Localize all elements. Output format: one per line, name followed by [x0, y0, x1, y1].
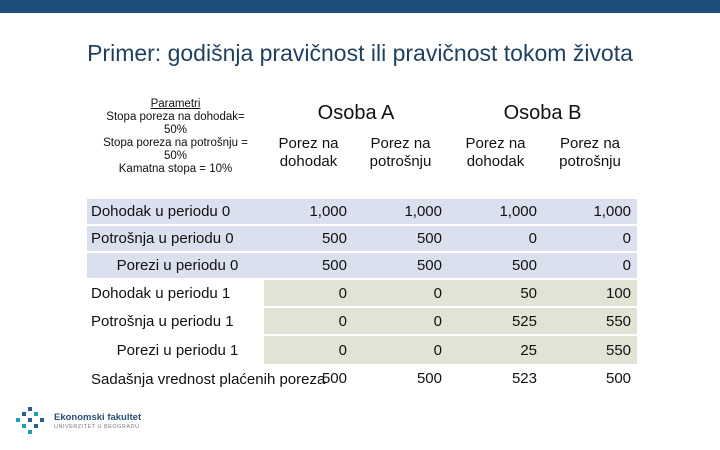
cell-value: 500 — [264, 365, 353, 411]
cell-value: 1,000 — [264, 198, 353, 225]
row-label: Dohodak u periodu 1 — [87, 279, 264, 307]
parameter-line: Stopa poreza na potrošnju = — [103, 137, 248, 149]
logo-subtitle: UNIVERZITET U BEOGRADU — [54, 424, 140, 430]
cell-value: 500 — [264, 252, 353, 279]
cell-value: 1,000 — [353, 198, 448, 225]
slide-title: Primer: godišnja pravičnost ili pravičnost tokom života — [87, 40, 633, 66]
cell-value: 1,000 — [543, 198, 637, 225]
cell-value: 500 — [543, 365, 637, 411]
subheader-b-consumption-tax: Porez na potrošnju — [543, 134, 637, 198]
cell-value: 500 — [353, 252, 448, 279]
table-row — [87, 279, 637, 307]
person-b-header: Osoba B — [448, 98, 637, 134]
cell-value: 0 — [543, 225, 637, 252]
faculty-logo — [14, 406, 154, 438]
top-accent-bar — [0, 0, 720, 13]
cell-value: 0 — [543, 252, 637, 279]
row-label: Potrošnja u periodu 1 — [87, 307, 264, 335]
subheader-a-income-tax: Porez na dohodak — [264, 134, 353, 198]
parameter-line: 50% — [163, 124, 188, 136]
cell-value: 500 — [264, 225, 353, 252]
table-row — [87, 307, 637, 335]
cell-value: 100 — [543, 279, 637, 307]
dot-grid-logo-icon — [14, 406, 48, 438]
cell-value: 0 — [353, 307, 448, 335]
cell-value: 500 — [448, 252, 543, 279]
table-row — [87, 335, 637, 365]
cell-value: 50 — [448, 279, 543, 307]
row-label: Potrošnja u periodu 0 — [87, 225, 264, 252]
cell-value: 0 — [353, 279, 448, 307]
parameter-line: Stopa poreza na dohodak= — [106, 111, 245, 123]
cell-value: 0 — [264, 307, 353, 335]
cell-value: 0 — [448, 225, 543, 252]
row-label: Porezi u periodu 1 — [87, 335, 264, 365]
row-label: Sadašnja vrednost plaćenih poreza — [87, 365, 264, 411]
table-row — [87, 252, 637, 279]
cell-value: 523 — [448, 365, 543, 411]
parameter-line: 50% — [163, 150, 188, 162]
parameter-line: Kamatna stopa = 10% — [118, 163, 233, 175]
cell-value: 0 — [353, 335, 448, 365]
table-row — [87, 225, 637, 252]
table-header-row — [87, 98, 637, 134]
cell-value: 1,000 — [448, 198, 543, 225]
cell-value: 550 — [543, 307, 637, 335]
row-label: Dohodak u periodu 0 — [87, 198, 264, 225]
cell-value: 25 — [448, 335, 543, 365]
table-row — [87, 365, 637, 411]
person-a-header: Osoba A — [264, 98, 448, 134]
row-label: Porezi u periodu 0 — [87, 252, 264, 279]
cell-value: 550 — [543, 335, 637, 365]
logo-name: Ekonomski fakultet — [54, 412, 142, 423]
parameters-title: Parametri — [150, 98, 201, 110]
table-row — [87, 198, 637, 225]
cell-value: 0 — [264, 279, 353, 307]
subheader-b-income-tax: Porez na dohodak — [448, 134, 543, 198]
cell-value: 0 — [264, 335, 353, 365]
cell-value: 525 — [448, 307, 543, 335]
cell-value: 500 — [353, 225, 448, 252]
subheader-a-consumption-tax: Porez na potrošnju — [353, 134, 448, 198]
tax-comparison-table — [87, 98, 637, 412]
cell-value: 500 — [353, 365, 448, 411]
parameters-cell — [87, 98, 264, 198]
